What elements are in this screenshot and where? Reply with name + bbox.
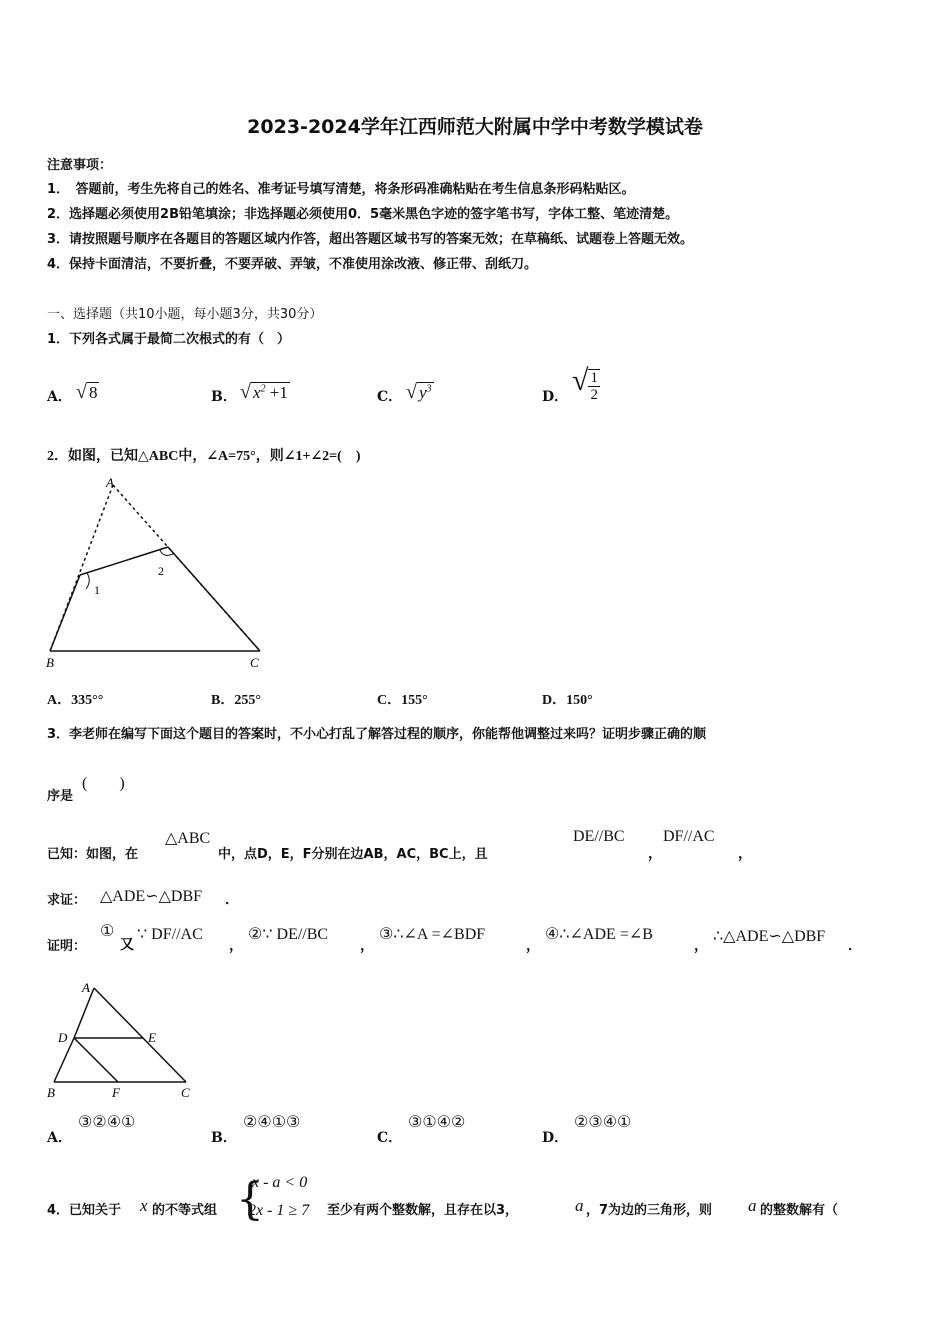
vertex-a-label: A bbox=[106, 475, 114, 490]
angle-2-label: 2 bbox=[158, 564, 164, 578]
side-ac bbox=[94, 988, 186, 1082]
point-c-label: C bbox=[181, 1085, 190, 1100]
q4-suffix: 的整数解有（ bbox=[760, 1203, 839, 1218]
conclusion: ∴△ADE∽△DBF bbox=[713, 928, 826, 945]
question-3-stem-cont: 序是 bbox=[47, 789, 74, 804]
q1-option-b-expr: √ $x^2 +1$ bbox=[240, 381, 288, 403]
notice-item: 3．请按照题号顺序在各题目的答题区域内作答，超出答题区域书写的答案无效；在草稿纸、试题卷上答题无效。 bbox=[47, 232, 694, 247]
side-ac bbox=[168, 547, 260, 651]
side-ab bbox=[50, 575, 80, 651]
given-middle: 中，点D，E，F分别在边AB，AC，BC上，且 bbox=[218, 847, 488, 862]
notice-item: 1． 答题前，考生先将自己的姓名、准考证号填写清楚，将条形码准确粘贴在考生信息条形码粘贴区。 bbox=[47, 182, 635, 197]
variable-a: a bbox=[575, 1196, 584, 1215]
q3-option-d-label: D． bbox=[542, 1130, 569, 1146]
q2-triangle-figure bbox=[40, 475, 280, 675]
question-3-stem: 3．李老师在编写下面这个题目的答案时，不小心打乱了解答过程的顺序，你能帮他调整过来吗？证明步骤正确的顺 bbox=[47, 727, 707, 742]
q3-option-a-label: A． bbox=[47, 1130, 72, 1146]
question-2-stem: 2．如图，已知△ABC中，∠A=75°，则∠1+∠2=( ) bbox=[47, 449, 361, 464]
proof-prefix: 证明： bbox=[47, 939, 87, 954]
q4-prefix: 4．已知关于 bbox=[47, 1203, 122, 1218]
step-1-expr: ∵ DF//AC bbox=[137, 926, 203, 943]
left-brace: { bbox=[236, 1174, 264, 1225]
step-4: ④∴∠ADE =∠B bbox=[545, 926, 653, 943]
exponent: 3 bbox=[426, 383, 432, 395]
section-heading: 一、选择题（共10小题，每小题3分，共30分） bbox=[47, 307, 323, 322]
q1-option-d-expr: √ $\frac{1}{2}$ bbox=[572, 364, 598, 404]
point-e-label: E bbox=[148, 1030, 156, 1045]
comma: ， bbox=[360, 938, 374, 954]
comma: ， bbox=[694, 938, 708, 954]
q2-option-b: B．255° bbox=[211, 693, 261, 708]
cut-line bbox=[80, 547, 168, 575]
variable-x: x bbox=[140, 1196, 148, 1215]
q1-option-c-expr: √ $y^3$ bbox=[406, 381, 432, 403]
point-f-label: F bbox=[112, 1085, 120, 1100]
q1-option-d-label: D． bbox=[542, 389, 569, 405]
period: ． bbox=[225, 892, 239, 908]
q1-option-a-label: A． bbox=[47, 389, 72, 405]
inequality-1: x - a < 0 bbox=[252, 1174, 308, 1191]
side-ad bbox=[74, 988, 94, 1038]
point-b-label: B bbox=[47, 1085, 55, 1100]
q2-option-c: C．155° bbox=[377, 693, 428, 708]
q4-middle-2: 至少有两个整数解，且存在以3， bbox=[327, 1203, 519, 1218]
exponent: 2 bbox=[260, 383, 266, 395]
period: ． bbox=[848, 938, 862, 954]
notice-item: 4．保持卡面清洁，不要折叠，不要弄破、弄皱，不准使用涂改液、修正带、刮纸刀。 bbox=[47, 257, 538, 272]
step-2: ②∵ DE//BC bbox=[248, 926, 329, 943]
prove-prefix: 求证： bbox=[47, 893, 87, 908]
segment-df bbox=[74, 1038, 118, 1082]
q3-option-d: ②③④① bbox=[574, 1114, 632, 1131]
q2-option-a: A．335°° bbox=[47, 693, 104, 708]
q2-option-d: D．150° bbox=[542, 693, 593, 708]
given-condition-1: DE//BC bbox=[573, 828, 625, 845]
q3-option-b: ②④①③ bbox=[243, 1114, 301, 1131]
vertex-b-label: B bbox=[46, 655, 54, 670]
base: x bbox=[252, 383, 261, 402]
denominator: 2 bbox=[590, 387, 598, 404]
numerator: 1 bbox=[590, 370, 598, 387]
comma: ， bbox=[738, 846, 752, 862]
notice-heading: 注意事项： bbox=[47, 158, 113, 173]
q3-option-a: ③②④① bbox=[78, 1114, 136, 1131]
inequality-2: 2x - 1 ≥ 7 bbox=[248, 1202, 310, 1219]
point-d-label: D bbox=[58, 1030, 68, 1045]
variable-a: a bbox=[748, 1196, 757, 1215]
q3-option-b-label: B． bbox=[211, 1130, 237, 1146]
answer-paren: ( ) bbox=[82, 775, 125, 792]
q4-middle-3: ，7为边的三角形，则 bbox=[586, 1203, 713, 1218]
given-condition-2: DF//AC bbox=[663, 828, 715, 845]
angle-1-arc bbox=[86, 573, 89, 589]
q3-option-c-label: C． bbox=[377, 1130, 403, 1146]
page-title: 2023-2024学年江西师范大附属中学中考数学模试卷 bbox=[247, 116, 703, 138]
given-prefix: 已知：如图，在 bbox=[47, 847, 139, 862]
question-1-stem: 1．下列各式属于最简二次根式的有（ ） bbox=[47, 332, 291, 347]
rest: +1 bbox=[265, 383, 288, 402]
step-1-number: ① bbox=[100, 923, 115, 940]
prove-expression: △ADE∽△DBF bbox=[100, 888, 203, 905]
q1-option-c-label: C． bbox=[377, 389, 403, 405]
comma: ， bbox=[526, 938, 540, 954]
given-triangle: △ABC bbox=[165, 830, 211, 847]
q4-middle: 的不等式组 bbox=[152, 1203, 218, 1218]
q1-option-b-label: B． bbox=[211, 389, 237, 405]
comma: ， bbox=[229, 938, 243, 954]
step-3: ③∴∠A =∠BDF bbox=[379, 926, 486, 943]
comma: ， bbox=[648, 846, 662, 862]
point-a-label: A bbox=[82, 980, 90, 995]
vertex-c-label: C bbox=[250, 655, 259, 670]
q1-option-a-expr: √ 8 bbox=[76, 381, 98, 403]
q3-option-c: ③①④② bbox=[408, 1114, 466, 1131]
notice-item: 2．选择题必须使用2B铅笔填涂；非选择题必须使用0．5毫米黑色字迹的签字笔书写，字体工整、笔迹清楚。 bbox=[47, 207, 679, 222]
radicand: 8 bbox=[88, 383, 98, 402]
base: y bbox=[418, 383, 427, 402]
step-1-you: 又 bbox=[120, 937, 134, 953]
q3-triangle-figure bbox=[40, 976, 210, 1104]
angle-1-label: 1 bbox=[94, 583, 100, 597]
